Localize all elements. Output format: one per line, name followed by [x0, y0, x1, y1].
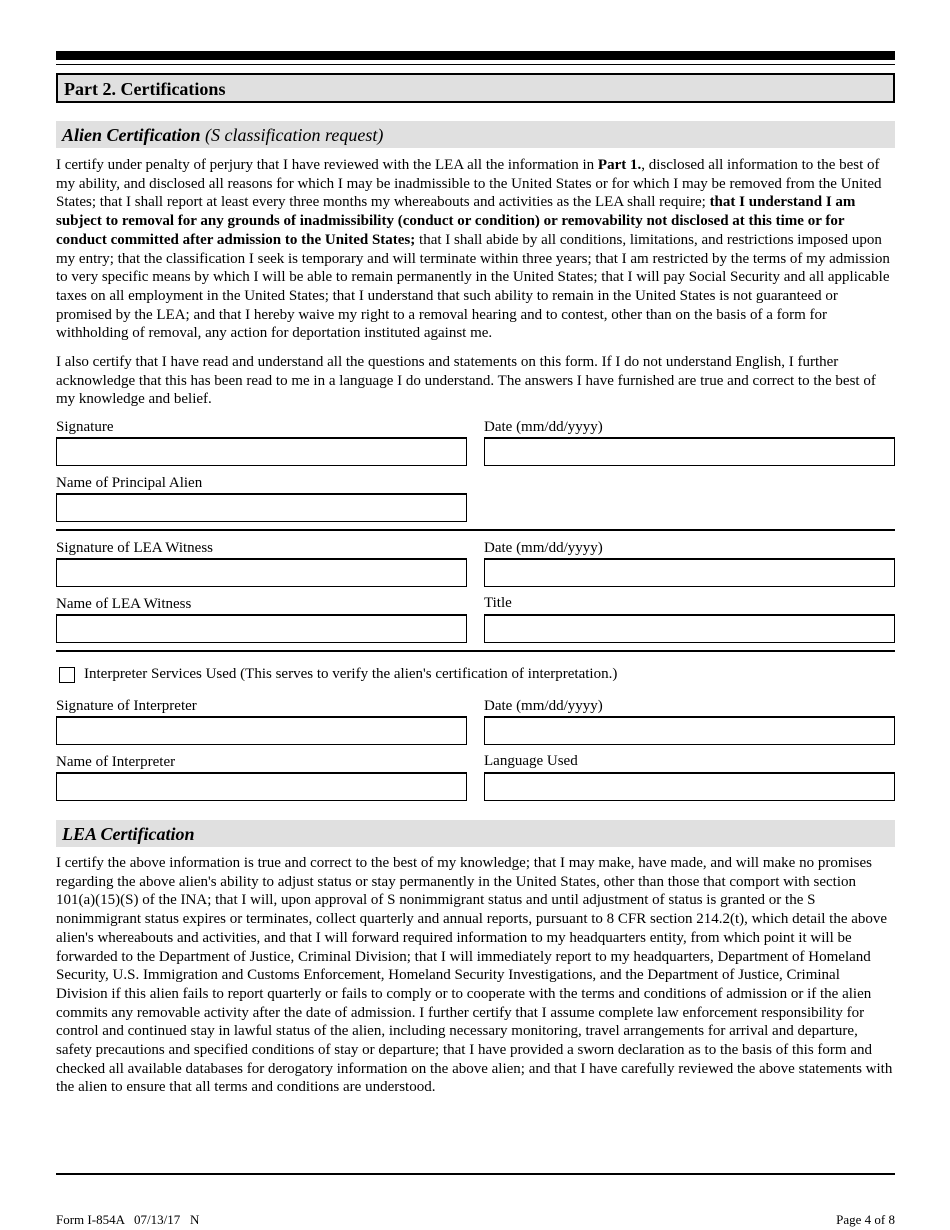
name-lea-witness-label: Name of LEA Witness: [56, 596, 192, 612]
date-field-3[interactable]: [484, 716, 895, 745]
section-divider-1: [56, 529, 895, 531]
alien-certification-paragraph-2: I also certify that I have read and understand all the questions and statements on this form. If I do not understand English, I further acknowledge that this has been read to me in a language I do understand. The answers I have furnished are true and correct to the best of my knowledge and belief.: [56, 354, 876, 408]
footer-rule: [56, 1173, 895, 1175]
form-page: [56, 0, 895, 1230]
signature-lea-witness-field[interactable]: [56, 558, 467, 587]
date-field-2[interactable]: [484, 558, 895, 587]
language-used-field[interactable]: [484, 772, 895, 801]
name-interpreter-field[interactable]: [56, 772, 467, 801]
title-label: Title: [484, 595, 512, 611]
top-bar: [56, 51, 895, 60]
signature-lea-witness-label: Signature of LEA Witness: [56, 540, 214, 556]
interpreter-services-checkbox[interactable]: [59, 667, 75, 683]
interpreter-services-label: Interpreter Services Used (This serves to verify the alien's certification of interpretation.): [84, 666, 618, 682]
signature-interpreter-label: Signature of Interpreter: [56, 698, 197, 714]
name-lea-witness-field[interactable]: [56, 614, 467, 643]
page-number: Page 4 of 8: [836, 1212, 895, 1227]
title-field[interactable]: [484, 614, 895, 643]
p1-bold-clause: that I understand I am subject to removal for any grounds of inadmissibility (conduct or condition) or removability not disclosed at this time or for conduct committed after admission to the United States;: [56, 194, 856, 248]
date-label-3: Date (mm/dd/yyyy): [484, 698, 603, 714]
name-principal-alien-field[interactable]: [56, 493, 467, 522]
name-principal-alien-label: Name of Principal Alien: [56, 475, 203, 491]
lea-certification-title: LEA Certification: [62, 824, 195, 844]
language-used-label: Language Used: [484, 753, 578, 769]
top-rule: [56, 64, 895, 65]
p1-part1-ref: Part 1.: [597, 157, 642, 173]
alien-certification-paragraph-1: [56, 156, 895, 343]
p1-text-c: , disclosed all information to the best of my ability, and disclosed all reasons for which I may be inadmissible to the United States or for which I may be removed from the United States; that I shall report at least every three months my whereabouts and activities as the LEA shall require;: [56, 157, 882, 211]
p1-text-e: that I shall abide by all conditions, limitations, and restrictions imposed upon my entry; that the classification I seek is temporary and will terminate within three years; that I am restricted by the terms of my admission to very specific means by which I will be able to remain permanently in the United States; that I will pay Social Security and all applicable taxes on all employment in the United States; that I understand that such ability to remain in the United States is not guaranteed or promised by the LEA; and that I hereby waive my right to a removal hearing and to contest, other than on the basis of a form for withholding of removal, any action for deportation instituted against me.: [56, 231, 890, 342]
name-interpreter-label: Name of Interpreter: [56, 754, 176, 770]
section-divider-2: [56, 650, 895, 652]
alien-certification-title: Alien Certification: [62, 125, 201, 145]
date-field-1[interactable]: [484, 437, 895, 466]
alien-certification-header: [56, 121, 895, 148]
date-label-1: Date (mm/dd/yyyy): [484, 419, 603, 435]
signature-field[interactable]: [56, 437, 467, 466]
lea-certification-paragraph: I certify the above information is true and correct to the best of my knowledge; that I may make, have made, and will make no promises regarding the above alien's ability to adjust status or stay permanently in the United States, other than those that comport with section 101(a)(15)(S) of the INA; that I will, upon approval of S nonimmigrant status and until adjustment of status is granted or the S nonimmigrant status expires or terminates, collect quarterly and annual reports, pursuant to 8 CFR section 214.2(t), which detail the above alien's whereabouts and activities, and that I will forward required information to my headquarters entity, from which point it will be forwarded to the Department of Justice, Criminal Division; that I will immediately report to my headquarters, Department of Homeland Security, U.S. Immigration and Customs Enforcement, Homeland Security Investigations, and the Department of Justice, Criminal Division if this alien fails to report quarterly or fails to comply or to cooperate with the terms and conditions of admission or if the alien commits any removable activity after the date of admission. I further certify that I assume complete law enforcement responsibility for control and continued stay in lawful status of the alien, including necessary monitoring, travel arrangements for arrival and departure, safety precautions and specified conditions of stay or departure; that I have provided a sworn declaration as to the basis of this form and checked all available databases for derogatory information on the above alien; and that I have carefully reviewed the above statements with the alien to ensure that all terms and conditions are understood.: [56, 855, 893, 1096]
part-header: Part 2. Certifications: [56, 73, 895, 103]
alien-certification-subtitle: (S classification request): [205, 125, 384, 145]
signature-interpreter-field[interactable]: [56, 716, 467, 745]
lea-certification-header: [56, 820, 895, 847]
signature-label: Signature: [56, 419, 114, 435]
form-identifier: Form I-854A 07/13/17 N: [56, 1212, 200, 1227]
p1-text-a: I certify under penalty of perjury that I have reviewed with the LEA all the information in: [56, 157, 598, 173]
date-label-2: Date (mm/dd/yyyy): [484, 540, 603, 556]
